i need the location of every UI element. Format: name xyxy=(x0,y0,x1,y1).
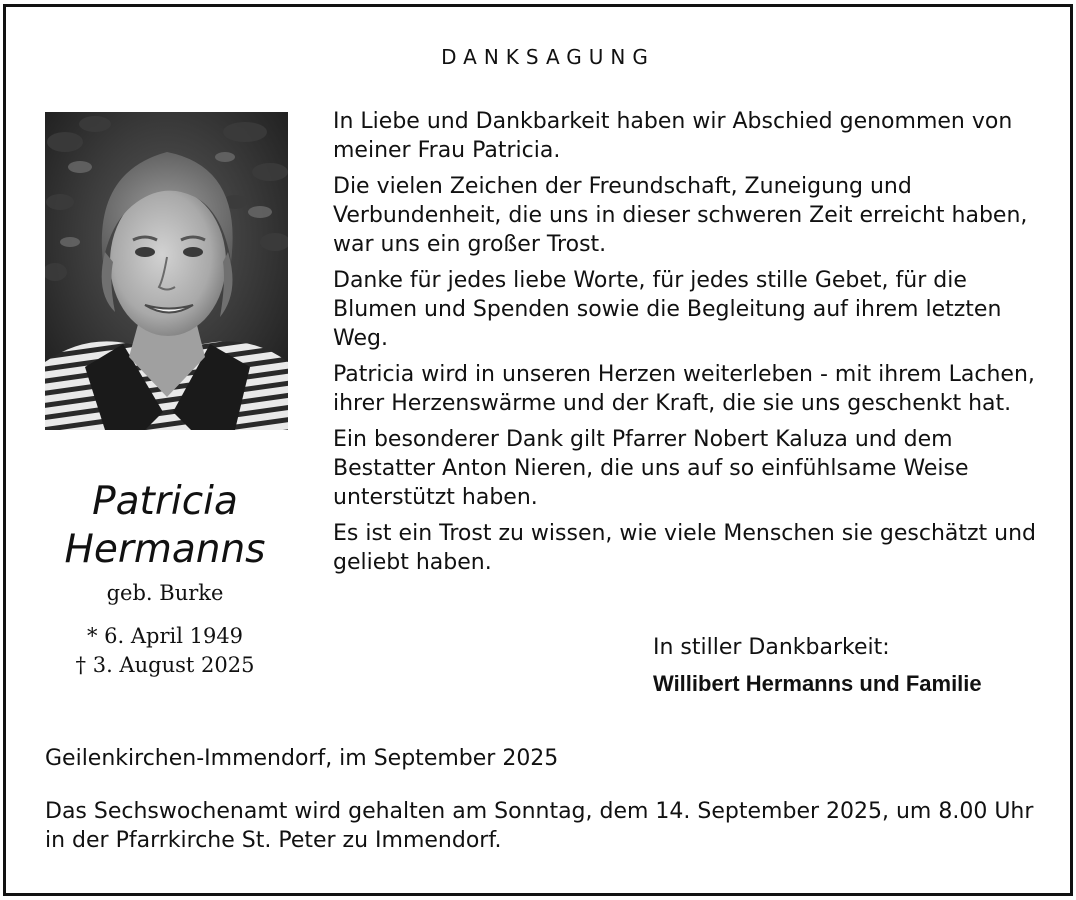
notice-heading: DANKSAGUNG xyxy=(441,45,655,69)
thanks-paragraph: Die vielen Zeichen der Freundschaft, Zuneigung und Verbundenheit, die uns in dieser schweren Zeit erreicht haben, war uns ein großer Trost. xyxy=(333,174,1028,257)
thanks-paragraph: Ein besonderer Dank gilt Pfarrer Nobert Kaluza und dem Bestatter Anton Nieren, die uns auf so einfühlsame Weise unterstützt haben. xyxy=(333,427,969,510)
life-dates xyxy=(30,622,300,680)
deceased-name-block xyxy=(30,478,300,680)
place-and-date: Geilenkirchen-Immendorf, im September 2025 xyxy=(45,746,559,771)
memorial-mass-note: Das Sechswochenamt wird gehalten am Sonntag, dem 14. September 2025, um 8.00 Uhr in der Pfarrkirche St. Peter zu Immendorf. xyxy=(45,799,1034,853)
signoff-intro: In stiller Dankbarkeit: xyxy=(653,635,890,660)
maiden-name: geb. Burke xyxy=(106,581,224,605)
deceased-last-name: Hermanns xyxy=(64,527,266,572)
portrait-photo xyxy=(45,112,288,430)
thanks-paragraph: Danke für jedes liebe Worte, für jedes stille Gebet, für die Blumen und Spenden sowie die Begleitung auf ihrem letzten Weg. xyxy=(333,268,1002,351)
signoff xyxy=(653,632,982,699)
death-date: † 3. August 2025 xyxy=(75,653,255,677)
thanks-paragraph: Patricia wird in unseren Herzen weiterleben - mit ihrem Lachen, ihrer Herzenswärme und der Kraft, die sie uns geschenkt hat. xyxy=(333,362,1035,416)
thanks-paragraph: Es ist ein Trost zu wissen, wie viele Menschen sie geschätzt und geliebt haben. xyxy=(333,521,1037,575)
birth-date: * 6. April 1949 xyxy=(86,624,244,648)
signoff-family: Willibert Hermanns und Familie xyxy=(653,671,982,696)
deceased-first-name: Patricia xyxy=(92,479,238,524)
thanks-paragraph: In Liebe und Dankbarkeit haben wir Abschied genommen von meiner Frau Patricia. xyxy=(333,109,1013,163)
thanks-text xyxy=(333,107,1053,584)
